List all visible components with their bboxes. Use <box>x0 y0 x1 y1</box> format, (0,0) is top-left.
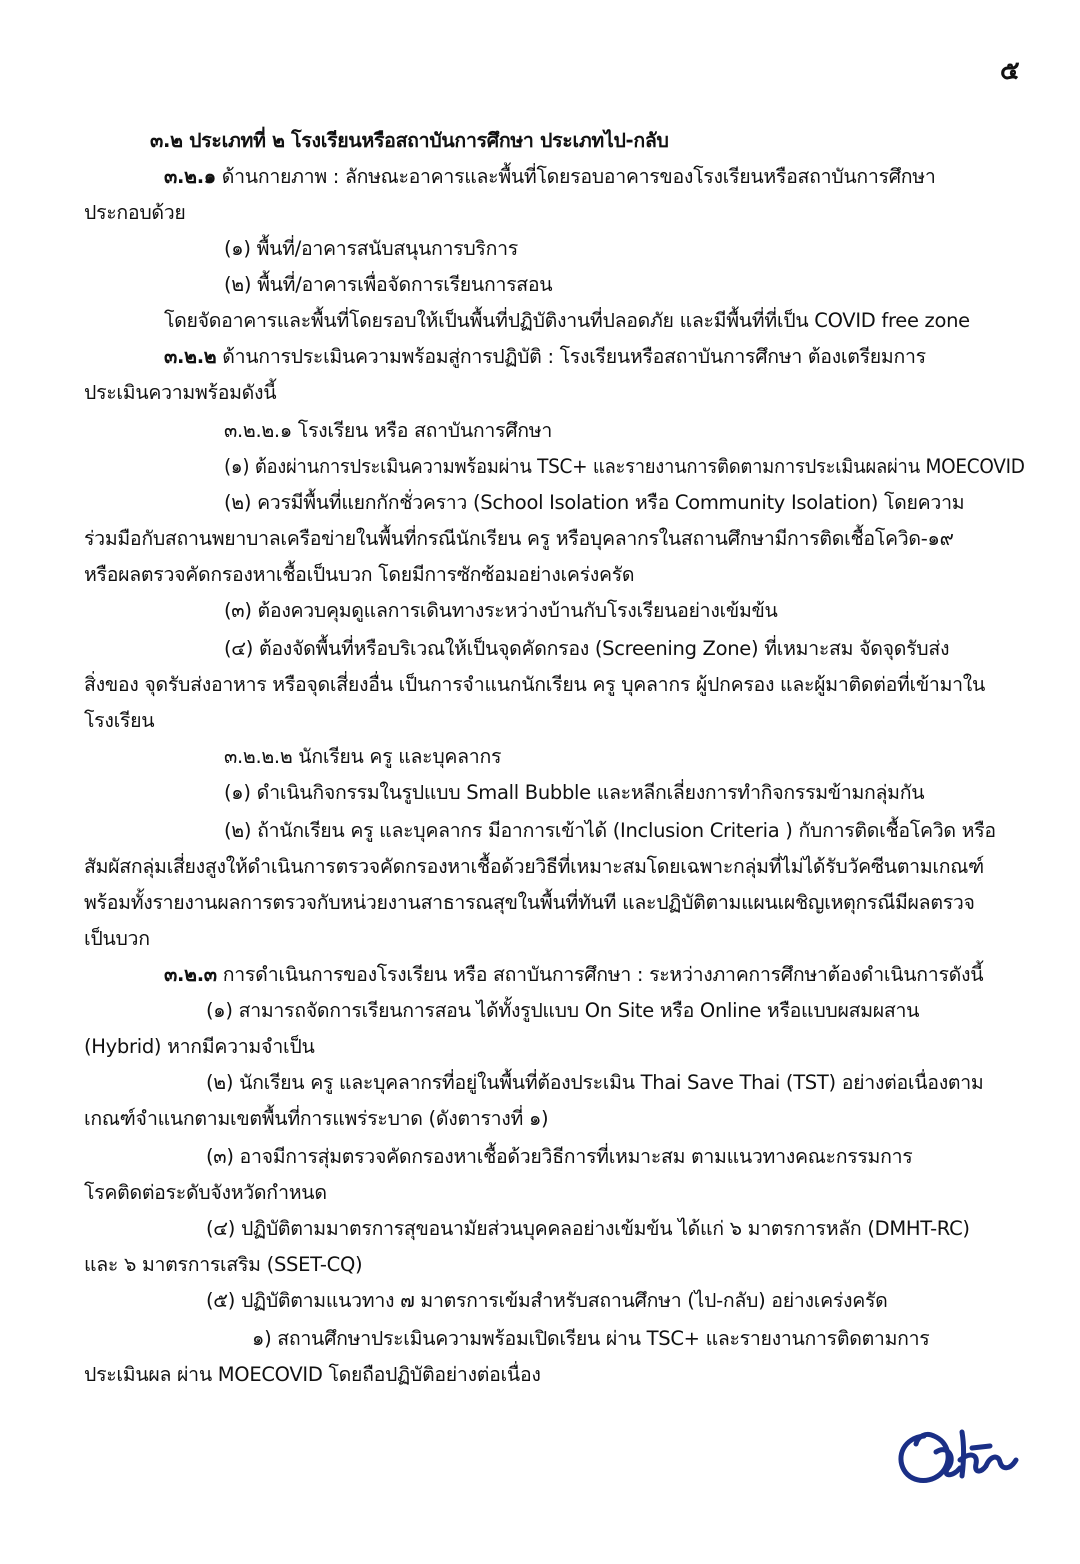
page-number: ๕ <box>1000 56 1020 86</box>
signature-image <box>890 1408 1030 1498</box>
list-item: (๒) นักเรียน ครู และบุคลากรที่อยู่ในพื้นที่ต้องประเมิน Thai Save Thai (TST) อย่างต่อเนื่องตาม <box>206 1071 984 1094</box>
subsection-321-line2: ประกอบด้วย <box>84 201 186 224</box>
subsection-323-number: ๓.๒.๓ <box>164 963 217 986</box>
list-item: (๒) ถ้านักเรียน ครู และบุคลากร มีอาการเข้าได้ (Inclusion Criteria ) กับการติดเชื้อโควิด หรือ <box>224 819 996 842</box>
paragraph-line: สิ่งของ จุดรับส่งอาหาร หรือจุดเสี่ยงอื่น เป็นการจำแนกนักเรียน ครู บุคลากร ผู้ปกครอง และผู้มาติดต่อที่เข้ามาใน <box>84 673 986 696</box>
paragraph-line: ร่วมมือกับสถานพยาบาลเครือข่ายในพื้นที่กรณีนักเรียน ครู หรือบุคลากรในสถานศึกษามีการติดเชื้อโควิด-๑๙ <box>84 527 954 550</box>
subsection-322-text: ด้านการประเมินความพร้อมสู่การปฏิบัติ : โรงเรียนหรือสถาบันการศึกษา ต้องเตรียมการ <box>222 345 926 368</box>
sub-heading-3221: ๓.๒.๒.๑ โรงเรียน หรือ สถาบันการศึกษา <box>224 419 552 442</box>
paragraph-line: สัมผัสกลุ่มเสี่ยงสูงให้ดำเนินการตรวจคัดกรองหาเชื้อด้วยวิธีที่เหมาะสมโดยเฉพาะกลุ่มที่ไม่ได้รับวัคซีนตามเกณฑ์ <box>84 855 984 878</box>
subsection-321-line1 <box>164 162 936 196</box>
list-item: (๕) ปฏิบัติตามแนวทาง ๗ มาตรการเข้มสำหรับสถานศึกษา (ไป-กลับ) อย่างเคร่งครัด <box>206 1289 888 1312</box>
subsection-323-text: การดำเนินการของโรงเรียน หรือ สถาบันการศึกษา : ระหว่างภาคการศึกษาต้องดำเนินการดังนี้ <box>222 963 984 986</box>
paragraph-line: โรงเรียน <box>84 709 155 732</box>
list-item: (๑) พื้นที่/อาคารสนับสนุนการบริการ <box>224 237 518 260</box>
paragraph-line: พร้อมทั้งรายงานผลการตรวจกับหน่วยงานสาธารณสุขในพื้นที่ทันที และปฏิบัติตามแผนเผชิญเหตุกรณีมีผลตรวจ <box>84 891 975 914</box>
list-item: (๑) สามารถจัดการเรียนการสอน ได้ทั้งรูปแบบ On Site หรือ Online หรือแบบผสมผสาน <box>206 999 920 1022</box>
paragraph-line: เกณฑ์จำแนกตามเขตพื้นที่การแพร่ระบาด (ดังตารางที่ ๑) <box>84 1107 549 1130</box>
paragraph-line: (Hybrid) หากมีความจำเป็น <box>84 1035 315 1058</box>
paragraph-line: โรคติดต่อระดับจังหวัดกำหนด <box>84 1181 327 1204</box>
list-item: (๔) ต้องจัดพื้นที่หรือบริเวณให้เป็นจุดคัดกรอง (Screening Zone) ที่เหมาะสม จัดจุดรับส่ง <box>224 637 950 660</box>
list-item: (๒) พื้นที่/อาคารเพื่อจัดการเรียนการสอน <box>224 273 553 296</box>
paragraph-line: ประเมินผล ผ่าน MOECOVID โดยถือปฏิบัติอย่างต่อเนื่อง <box>84 1363 541 1386</box>
paragraph-line: หรือผลตรวจคัดกรองหาเชื้อเป็นบวก โดยมีการซักซ้อมอย่างเคร่งครัด <box>84 563 635 586</box>
list-item: (๓) อาจมีการสุ่มตรวจคัดกรองหาเชื้อด้วยวิธีการที่เหมาะสม ตามแนวทางคณะกรรมการ <box>206 1145 913 1168</box>
sub-heading-3222: ๓.๒.๒.๒ นักเรียน ครู และบุคลากร <box>224 745 502 768</box>
subsection-322-number: ๓.๒.๒ <box>164 345 217 368</box>
subsection-323-line1 <box>164 960 983 994</box>
list-item: (๑) ต้องผ่านการประเมินความพร้อมผ่าน TSC+ และรายงานการติดตามการประเมินผลผ่าน MOECOVID <box>224 455 1025 478</box>
list-item: (๓) ต้องควบคุมดูแลการเดินทางระหว่างบ้านกับโรงเรียนอย่างเข้มข้น <box>224 599 778 622</box>
list-item: ๑) สถานศึกษาประเมินความพร้อมเปิดเรียน ผ่าน TSC+ และรายงานการติดตามการ <box>252 1327 930 1350</box>
subsection-322-line1 <box>164 342 926 376</box>
section-heading: ๓.๒ ประเภทที่ ๒ โรงเรียนหรือสถาบันการศึกษา ประเภทไป-กลับ <box>150 129 669 152</box>
subsection-322-line2: ประเมินความพร้อมดังนี้ <box>84 381 277 404</box>
list-item: (๒) ควรมีพื้นที่แยกกักชั่วคราว (School Isolation หรือ Community Isolation) โดยความ <box>224 491 965 514</box>
subsection-321-number: ๓.๒.๑ <box>164 165 216 188</box>
paragraph-line: และ ๖ มาตรการเสริม (SSET-CQ) <box>84 1253 363 1276</box>
subsection-321-text: ด้านกายภาพ : ลักษณะอาคารและพื้นที่โดยรอบอาคารของโรงเรียนหรือสถาบันการศึกษา <box>221 165 936 188</box>
paragraph-line: โดยจัดอาคารและพื้นที่โดยรอบให้เป็นพื้นที่ปฏิบัติงานที่ปลอดภัย และมีพื้นที่ที่เป็น COVID free zone <box>164 309 970 332</box>
paragraph-line: เป็นบวก <box>84 927 150 950</box>
list-item: (๑) ดำเนินกิจกรรมในรูปแบบ Small Bubble และหลีกเลี่ยงการทำกิจกรรมข้ามกลุ่มกัน <box>224 781 925 804</box>
list-item: (๔) ปฏิบัติตามมาตรการสุขอนามัยส่วนบุคคลอย่างเข้มข้น ได้แก่ ๖ มาตรการหลัก (DMHT-RC) <box>206 1217 970 1240</box>
